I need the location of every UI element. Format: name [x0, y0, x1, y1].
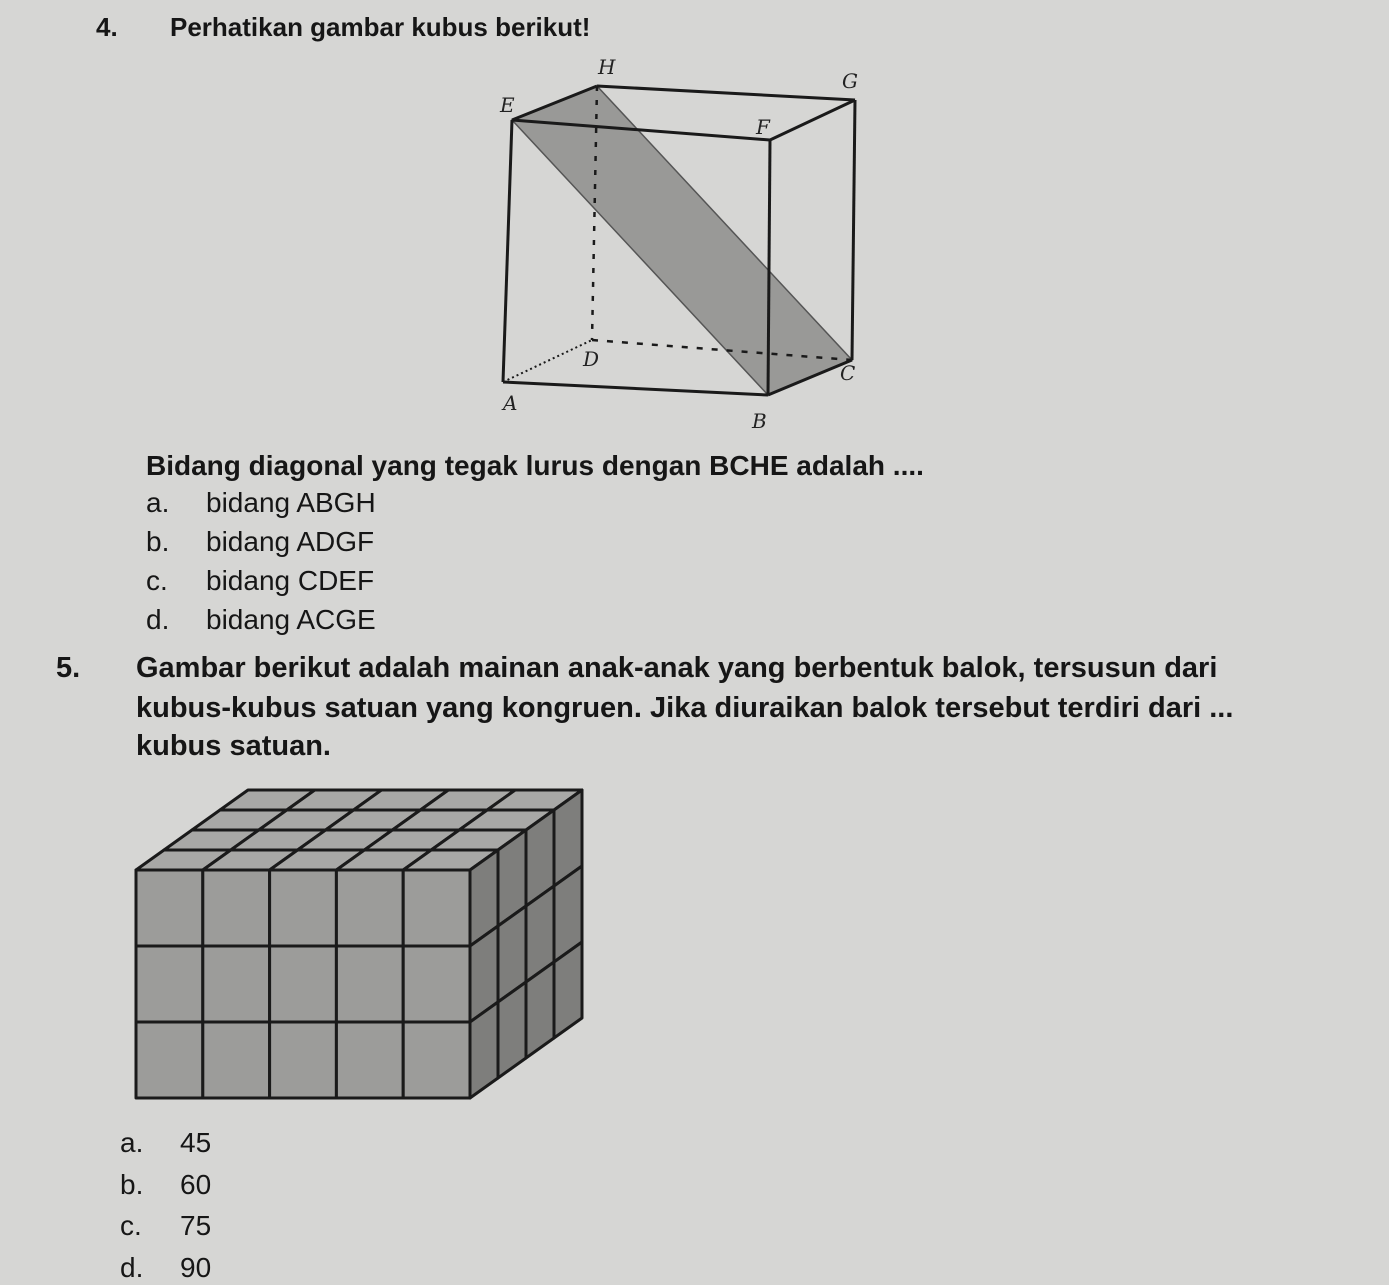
question-5-option-b[interactable]	[120, 1171, 211, 1199]
option-label: a.	[146, 487, 170, 518]
front-face-cube	[336, 1022, 403, 1098]
option-label: b.	[120, 1169, 144, 1200]
front-face-cube	[403, 870, 470, 946]
option-label: d.	[146, 604, 170, 635]
question-4-option-c[interactable]	[146, 567, 374, 595]
front-face-cube	[403, 1022, 470, 1098]
option-text: bidang ABGH	[206, 487, 376, 518]
front-face-cube	[136, 870, 203, 946]
front-face-cube	[203, 946, 270, 1022]
option-text: bidang ACGE	[206, 604, 376, 635]
front-face-cube	[336, 870, 403, 946]
edge-ea	[503, 120, 512, 382]
option-text: bidang CDEF	[206, 565, 375, 596]
option-label: a.	[120, 1127, 144, 1158]
vertex-label-d: D	[583, 347, 600, 371]
option-label: c.	[146, 565, 168, 596]
front-face-cube	[403, 946, 470, 1022]
front-face-cube	[270, 946, 337, 1022]
unit-cube-block-figure	[136, 790, 582, 1098]
vertex-label-g: G	[842, 69, 858, 93]
vertex-label-e: E	[500, 93, 515, 117]
option-text: 90	[180, 1252, 212, 1283]
question-4-stem: Bidang diagonal yang tegak lurus dengan BCHE adalah ....	[146, 450, 924, 481]
question-4-number: 4.	[96, 12, 118, 42]
question-5-stem-line-1: Gambar berikut adalah mainan anak-anak yang berbentuk balok, tersusun dari	[136, 652, 1218, 684]
vertex-label-c: C	[840, 361, 856, 385]
option-text: bidang ADGF	[206, 526, 375, 557]
edge-fb	[768, 140, 770, 395]
vertex-label-a: A	[503, 391, 518, 415]
question-4-instruction: Perhatikan gambar kubus berikut!	[170, 12, 591, 42]
vertex-label-b: B	[752, 409, 767, 433]
front-face-cube	[203, 1022, 270, 1098]
option-label: d.	[120, 1252, 144, 1283]
edge-hg	[597, 86, 855, 100]
front-face-cube	[336, 946, 403, 1022]
question-5-option-d[interactable]	[120, 1254, 211, 1282]
front-face-cube	[203, 870, 270, 946]
edge-ab	[503, 382, 768, 395]
edge-fg	[770, 100, 855, 140]
cube-figure	[503, 86, 855, 395]
front-face-cube	[136, 946, 203, 1022]
option-text: 45	[180, 1127, 212, 1158]
option-text: 60	[180, 1169, 212, 1200]
question-5-stem-line-3: kubus satuan.	[136, 730, 331, 762]
front-face-cube	[270, 1022, 337, 1098]
question-5-option-c[interactable]	[120, 1212, 211, 1240]
question-4-option-d[interactable]	[146, 606, 376, 634]
hidden-edge-ad	[503, 340, 592, 382]
question-4-option-b[interactable]	[146, 528, 374, 556]
front-face-cube	[136, 1022, 203, 1098]
question-5-number: 5.	[56, 652, 81, 684]
option-label: b.	[146, 526, 170, 557]
vertex-label-f: F	[756, 115, 770, 139]
option-label: c.	[120, 1210, 142, 1241]
edge-gc	[852, 100, 855, 360]
question-5-option-a[interactable]	[120, 1129, 211, 1157]
question-5-stem-line-2: kubus-kubus satuan yang kongruen. Jika diuraikan balok tersebut terdiri dari ...	[136, 692, 1234, 724]
vertex-label-h: H	[598, 55, 616, 79]
option-text: 75	[180, 1210, 212, 1241]
question-4-option-a[interactable]	[146, 489, 376, 517]
front-face-cube	[270, 870, 337, 946]
